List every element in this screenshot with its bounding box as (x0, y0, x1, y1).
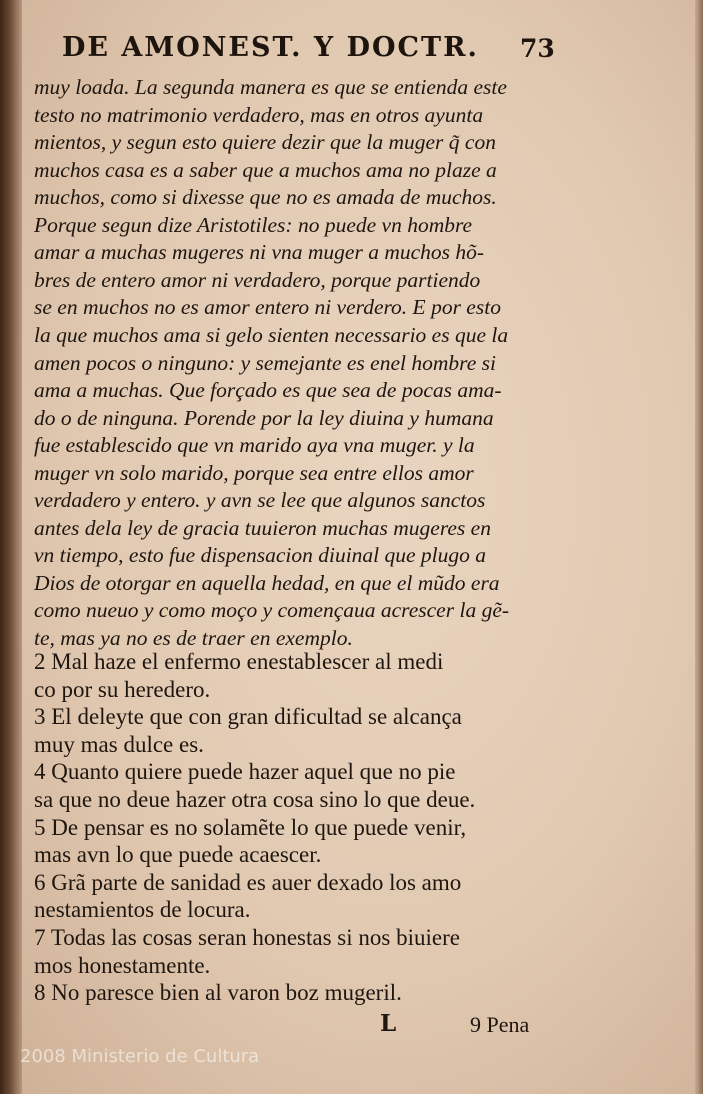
text-line: amar a muchas mugeres ni vna muger a muchos hõ- (34, 240, 485, 265)
text-line: bres de entero amor ni verdadero, porque partiendo (34, 267, 481, 292)
text-line: vn tiempo, esto fue dispensacion diuinal que plugo a (34, 543, 487, 568)
text-line: antes dela ley de gracia tuuieron muchas mugeres en (34, 515, 491, 540)
copyright-watermark: 2008 Ministerio de Cultura (20, 1046, 260, 1067)
text-line: sa que no deue hazer otra cosa sino lo que deue. (34, 787, 476, 812)
text-line: testo no matrimonio verdadero, mas en otros ayunta (34, 102, 484, 127)
text-line: muchos, como si dixesse que no es amada de muchos. (34, 185, 497, 210)
text-line: amen pocos o ninguno: y semejante es enel hombre si (34, 350, 496, 375)
text-line: 3 El deleyte que con gran dificultad se alcança (34, 704, 462, 730)
text-line: te, mas ya no es de traer en exemplo. (34, 626, 353, 650)
text-line: 6 Grã parte de sanidad es auer dexado los amo (34, 869, 462, 895)
text-line: verdadero y entero. y avn se lee que algunos sanctos (34, 488, 486, 513)
running-header: DE AMONEST. Y DOCTR. (62, 32, 479, 63)
text-line: 8 No paresce bien al varon boz mugeril. (34, 980, 402, 1006)
text-line: la que muchos ama si gelo sienten necessario es que la (34, 322, 509, 347)
text-line: mas avn lo que puede acaescer. (34, 842, 322, 868)
text-line: muy loada. La segunda manera es que se entienda este (34, 75, 507, 99)
text-line: muchos casa es a saber que a muchos ama no plaze a (34, 157, 497, 182)
text-line: muger vn solo marido, porque sea entre ellos amor (34, 460, 474, 485)
text-line: mos honestamente. (34, 952, 211, 978)
text-line: muy mas dulce es. (34, 731, 204, 757)
text-line: do o de ninguna. Porende por la ley diuina y humana (34, 405, 494, 430)
text-line: fue establescido que vn marido aya vna muger. y la (34, 433, 475, 458)
catchword: 9 Pena (470, 1012, 530, 1037)
text-line: co por su heredero. (34, 676, 211, 702)
text-line: Porque segun dize Aristotiles: no puede vn hombre (34, 212, 473, 237)
page-edge (695, 0, 703, 1094)
text-line: como nueuo y como moço y començaua acrescer la gẽ- (34, 598, 510, 623)
text-line: se en muchos no es amor entero ni verdero. E por esto (34, 295, 501, 320)
text-line: mientos, y segun esto quiere dezir que la muger q̃ con (34, 130, 496, 155)
book-spine (0, 0, 22, 1094)
text-line: 7 Todas las cosas seran honestas si nos biuiere (34, 925, 460, 950)
text-line: Dios de otorgar en aquella hedad, en que el mũdo era (34, 570, 500, 595)
text-line: ama a muchas. Que forçado es que sea de pocas ama- (34, 378, 502, 403)
text-line: 4 Quanto quiere puede hazer aquel que no pie (34, 759, 456, 785)
text-line: 5 De pensar es no solamẽte lo que puede venir, (34, 814, 467, 840)
text-line: nestamientos de locura. (34, 897, 251, 923)
signature-mark: L (380, 1010, 397, 1037)
text-line: 2 Mal haze el enfermo enestablescer al medi (34, 649, 444, 674)
folio-number: 73 (520, 34, 555, 63)
